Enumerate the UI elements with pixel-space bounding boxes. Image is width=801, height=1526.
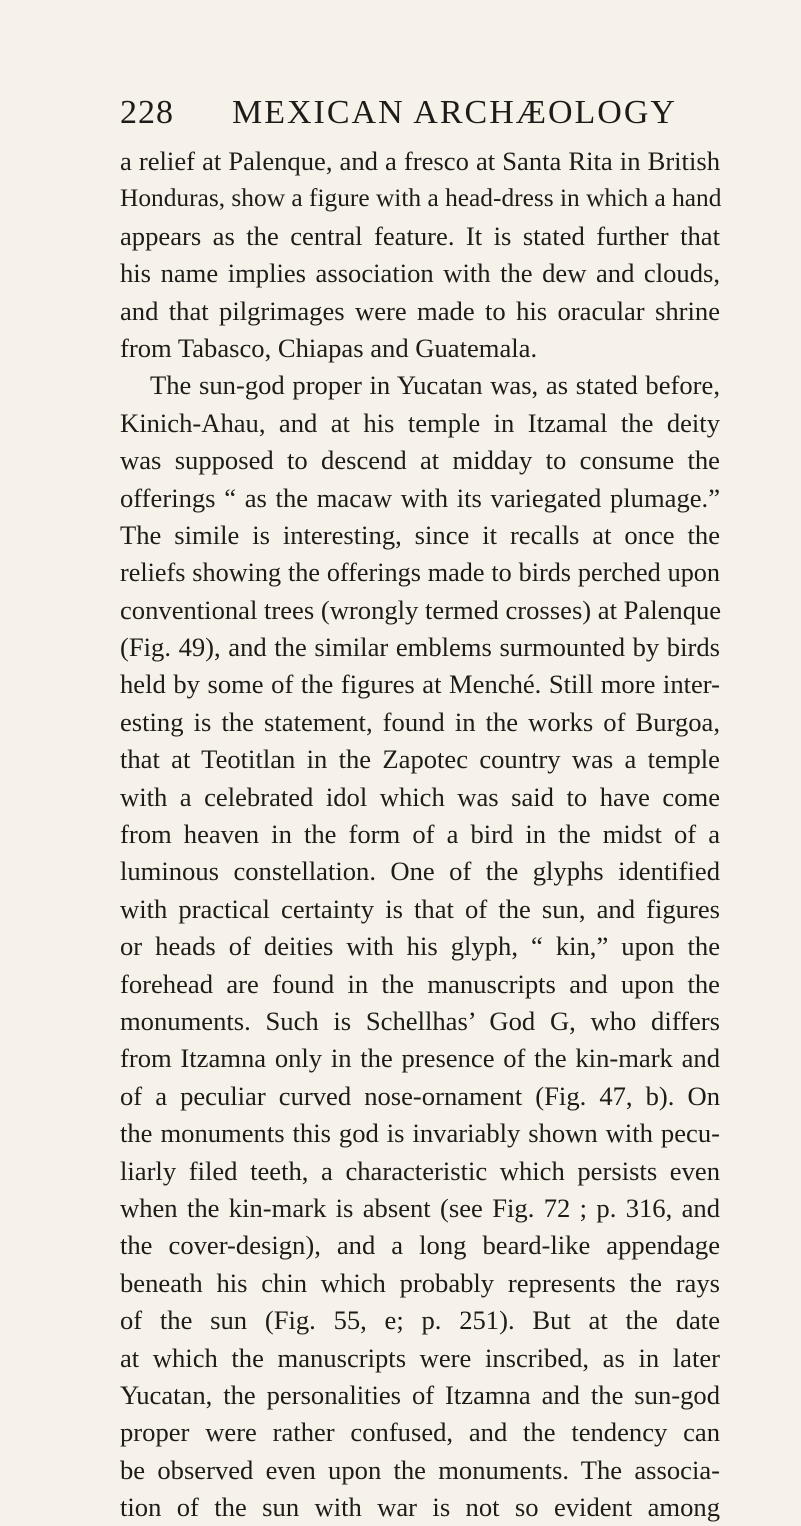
text-line: when the kin-mark is absent (see Fig. 72 ; p. 316, and	[120, 1192, 720, 1223]
text-line: reliefs showing the offerings made to birds perched upon	[120, 558, 720, 588]
text-line: the monuments this god is invariably shown with pecu-	[120, 1118, 720, 1149]
text-line: from heaven in the form of a bird in the midst of a	[120, 819, 720, 850]
text-line: of a peculiar curved nose-ornament (Fig. 47, b). On	[120, 1080, 720, 1111]
text-line: monuments. Such is Schellhas’ God G, who differs	[120, 1005, 720, 1036]
text-line: appears as the central feature. It is stated further that	[120, 220, 720, 251]
text-line: from Tabasco, Chiapas and Guatemala.	[120, 332, 538, 363]
text-line: and that pilgrimages were made to his oracular shrine	[120, 295, 720, 326]
text-line: the cover-design), and a long beard-like appendage	[120, 1230, 720, 1261]
text-line: held by some of the figures at Menché. Still more inter-	[120, 669, 720, 700]
text-line: Yucatan, the personalities of Itzamna and the sun-god	[120, 1379, 720, 1410]
text-line: (Fig. 49), and the similar emblems surmounted by birds	[120, 632, 720, 663]
text-line: proper were rather confused, and the tendency can	[120, 1417, 720, 1448]
text-line: forehead are found in the manuscripts and upon the	[120, 968, 720, 999]
text-line: Kinich-Ahau, and at his temple in Itzamal the deity	[120, 407, 720, 438]
running-head	[120, 88, 720, 138]
text-line: from Itzamna only in the presence of the kin-mark and	[120, 1043, 720, 1074]
body-text	[120, 143, 720, 1526]
text-line: tion of the sun with war is not so evident among	[120, 1492, 720, 1523]
text-line: luminous constellation. One of the glyphs identified	[120, 856, 720, 887]
text-line: was supposed to descend at midday to consume the	[120, 445, 720, 476]
text-line: Honduras, show a figure with a head-dress in which a hand	[120, 184, 722, 213]
text-line: offerings “ as the macaw with its variegated plumage.”	[120, 482, 720, 513]
text-line: a relief at Palenque, and a fresco at Santa Rita in British	[120, 146, 720, 176]
text-line: The simile is interesting, since it recalls at once the	[120, 519, 720, 550]
text-line: with a celebrated idol which was said to have come	[120, 781, 720, 812]
text-line: at which the manuscripts were inscribed, as in later	[120, 1342, 720, 1373]
text-line: be observed even upon the monuments. The associa-	[120, 1454, 720, 1485]
text-line: beneath his chin which probably represents the rays	[120, 1267, 720, 1298]
text-line: esting is the statement, found in the works of Burgoa,	[120, 706, 720, 737]
text-line: that at Teotitlan in the Zapotec country was a temple	[120, 744, 720, 775]
text-line: his name implies association with the dew and clouds,	[120, 258, 720, 289]
text-line: liarly filed teeth, a characteristic which persists even	[120, 1155, 720, 1186]
text-line: conventional trees (wrongly termed crosses) at Palenque	[120, 594, 722, 625]
text-line: of the sun (Fig. 55, e; p. 251). But at the date	[120, 1305, 720, 1336]
text-line: with practical certainty is that of the sun, and figures	[120, 893, 720, 924]
running-title: MEXICAN ARCHÆOLOGY	[232, 94, 677, 131]
text-line: The sun-god proper in Yucatan was, as stated before,	[150, 370, 720, 401]
text-line: or heads of deities with his glyph, “ kin,” upon the	[120, 931, 720, 962]
page-number: 228	[120, 94, 174, 131]
